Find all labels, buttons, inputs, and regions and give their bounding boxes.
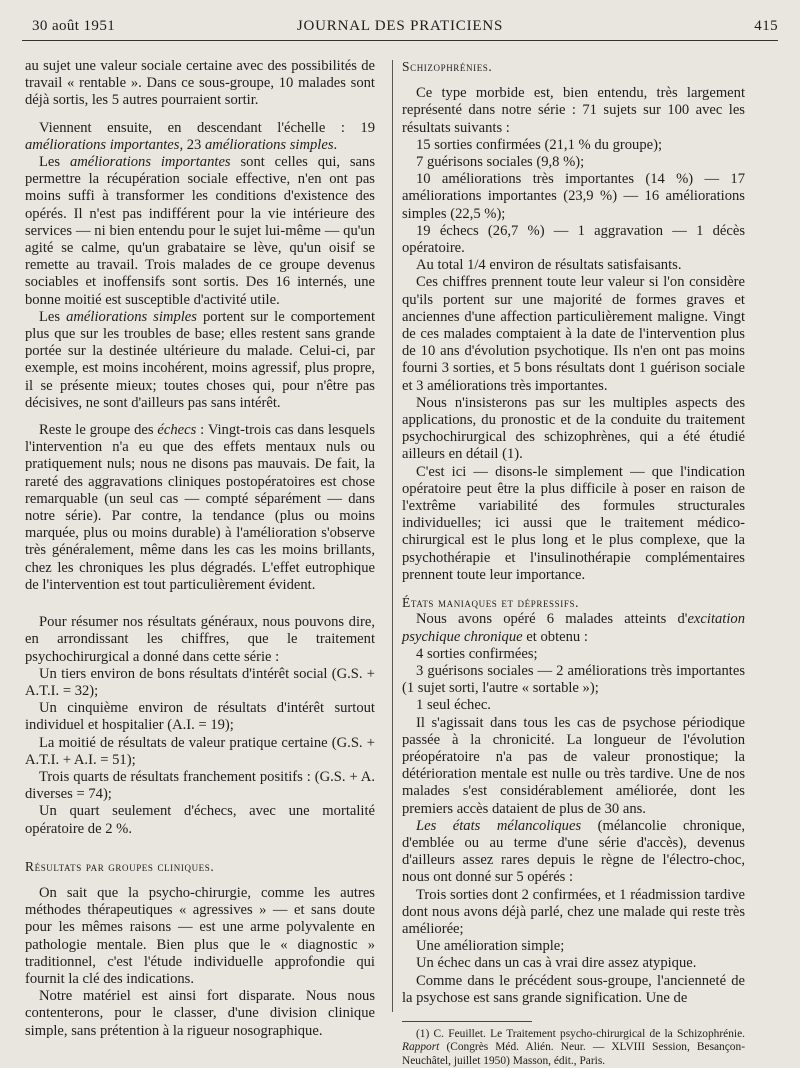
header-journal-title: JOURNAL DES PRATICIENS (296, 18, 504, 34)
result-item: 4 sorties confirmées; (416, 645, 538, 662)
result-item: 10 améliorations très importantes (14 %) — 17 améliorations importantes (23,9 %) — 16 améliorations simples (22,5 %); (402, 171, 745, 222)
header-date: 30 août 1951 (32, 18, 116, 34)
column-divider (392, 60, 393, 1012)
left-column (25, 58, 375, 1040)
result-item: 3 guérisons sociales — 2 améliorations très importantes (1 sujet sorti, l'autre « sortable »); (402, 662, 745, 697)
section-heading: États maniaques et dépressifs. (402, 595, 580, 611)
paragraph: Pour résumer nos résultats généraux, nous pouvons dire, en arrondissant les chiffres, que le traitement psychochirurgical a donné dans cette série : (25, 614, 375, 665)
paragraph: Nous avons opéré 6 malades atteints d'excitation psychique chronique et obtenu : (402, 611, 745, 645)
paragraph: Les améliorations importantes sont celles qui, sans permettre la récupération sociale effective, n'en ont pas moins suffi à transformer les conditions d'existence des opérés. Il n'est pas indifférent pour la vie intérieure des services — ni bien entendu pour le sujet lui-même — qu'un agité se calme, qu'un grabataire se lève, qu'un oisif se remette au travail. Trois malades de ce groupe devenus sociables et inoffensifs sont sortis. Des 16 internés, une bonne moitié est susceptible d'activité utile. (25, 154, 376, 308)
section-heading: Schizophrénies. (402, 59, 493, 74)
paragraph: Viennent ensuite, en descendant l'échelle : 19 améliorations importantes, 23 améliorations simples. (25, 119, 375, 153)
paragraph: On sait que la psycho-chirurgie, comme les autres méthodes thérapeutiques « agressives » — et sans doute pour les mêmes raisons — est une arme polyvalente en pathologie mentale. Bien plus que le « diagnostic » traditionnel, c'est l'étude individuelle approfondie qui fournit la clé des indications. (25, 884, 375, 987)
right-column (402, 58, 745, 1068)
result-item: Une amélioration simple; (416, 938, 565, 955)
result-item: Un échec dans un cas à vrai dire assez atypique. (416, 955, 697, 972)
paragraph: Ces chiffres prennent toute leur valeur si l'on considère qu'ils portent sur une majorité de formes graves et anciennes d'une affection particulièrement maligne. Vingt de ces malades comptaient à la date de l'intervention plus de 10 ans d'évolution psychotique. Ils n'en ont pas moins fourni 3 sorties, et 5 bons résultats dont 1 guérison sociale et 3 améliorations très importantes. (402, 274, 745, 394)
result-item: 1 seul échec. (416, 697, 491, 714)
paragraph: Au total 1/4 environ de résultats satisfaisants. (416, 257, 682, 274)
paragraph: Les états mélancoliques (mélancolie chronique, d'emblée ou au terme d'une série d'accès), devenus d'ailleurs assez rares depuis le règne de l'électro-choc, nous ont donné sur 5 opérés : (402, 817, 745, 886)
running-header (22, 14, 778, 40)
footnote: (1) C. Feuillet. Le Traitement psycho-chirurgical de la Schizophrénie. Rapport (Congrès Méd. Alién. Neur. — XLVIII Session, Besançon-Neuchâtel, juillet 1950) Masson, édit., Paris. (402, 1027, 745, 1067)
summary-item: Un tiers environ de bons résultats d'intérêt social (G.S. + A.T.I. = 32); (25, 665, 375, 699)
summary-item: Trois quarts de résultats franchement positifs : (G.S. + A. diverses = 74); (25, 768, 375, 803)
paragraph: Reste le groupe des échecs : Vingt-trois cas dans lesquels l'intervention n'a eu que des effets mentaux nuls ou pratiquement nuls; nous ne disons pas mauvais. De fait, la rareté des aggravations cliniques postopératoires est chose remarquable (un seul cas — compté séparément — dans notre série). Par contre, la tendance (plus ou moins marquée, plus ou moins durable) à l'amélioration s'observe très généralement, même dans les cas les moins brillants, chez les chroniques les plus dégradés. L'effet eutrophique de l'intervention est tout particulièrement évident. (25, 422, 375, 593)
result-item: 19 échecs (26,7 %) — 1 aggravation — 1 décès opératoire. (402, 222, 745, 257)
summary-item: Un quart seulement d'échecs, avec une mortalité opératoire de 2 %. (25, 803, 375, 837)
summary-item: Un cinquième environ de résultats d'intérêt surtout individuel et hospitalier (A.I. = 19); (25, 700, 375, 734)
paragraph: C'est ici — disons-le simplement — que l'indication opératoire peut être la plus difficile à poser en raison de l'extrême variabilité des formules structurales individuelles; ici aussi que le traitement médico-chirurgical est le plus long et le plus complexe, que la psychothérapie et l'insulinothérapie complémentaires prennent toute leur importance. (402, 463, 745, 583)
result-item: 15 sorties confirmées (21,1 % du groupe); (416, 136, 663, 153)
summary-item: La moitié de résultats de valeur pratique certaine (G.S. + A.T.I. + A.I. = 51); (25, 734, 375, 768)
result-item: 7 guérisons sociales (9,8 %); (416, 154, 585, 171)
result-item: Trois sorties dont 2 confirmées, et 1 réadmission tardive dont nous avons déjà parlé, chez une malade qui reste très améliorée; (402, 886, 745, 937)
paragraph: Il s'agissait dans tous les cas de psychose périodique passée à la chronicité. La longueur de l'évolution préopératoire n'a pas de valeur pronostique; la détérioration mentale est nulle ou très tardive. Une de nos malades s'est considérablement améliorée, dont les premiers accès dataient de plus de 30 ans. (402, 714, 745, 817)
paragraph: Les améliorations simples portent sur le comportement plus que sur les troubles de base; elles restent sans grande portée sur la destinée ultérieure du malade. Celui-ci, par exemple, est moins incohérent, moins agressif, plus propre, il se présente mieux; toutes choses qui, pour n'être pas décisives, ne sont d'ailleurs pas sans intérêt. (25, 308, 375, 411)
section-heading: Résultats par groupes cliniques. (25, 858, 215, 874)
paragraph: Nous n'insisterons pas sur les multiples aspects des applications, du pronostic et de la conduite du traitement psychochirurgical des schizophrènes, qui a été étudié ailleurs en détail (1). (402, 394, 745, 463)
paragraph: au sujet une valeur sociale certaine avec des possibilités de travail « rentable ». Dans ce sous-groupe, 10 malades sont déjà sortis, les 5 autres pourraient sortir. (25, 58, 375, 109)
paragraph: Comme dans le précédent sous-groupe, l'ancienneté de la psychose est sans grande signification. Une de (402, 972, 745, 1006)
paragraph: Notre matériel est ainsi fort disparate. Nous nous contenterons, pour le classer, d'une division clinique simple, sans prétention à la rigueur nosographique. (25, 988, 375, 1039)
footnote-rule (402, 1021, 532, 1022)
header-rule (22, 40, 778, 41)
header-page-number: 415 (754, 18, 778, 34)
paragraph: Ce type morbide est, bien entendu, très largement représenté dans notre série : 71 sujets sur 100 avec les résultats suivants : (402, 85, 745, 136)
